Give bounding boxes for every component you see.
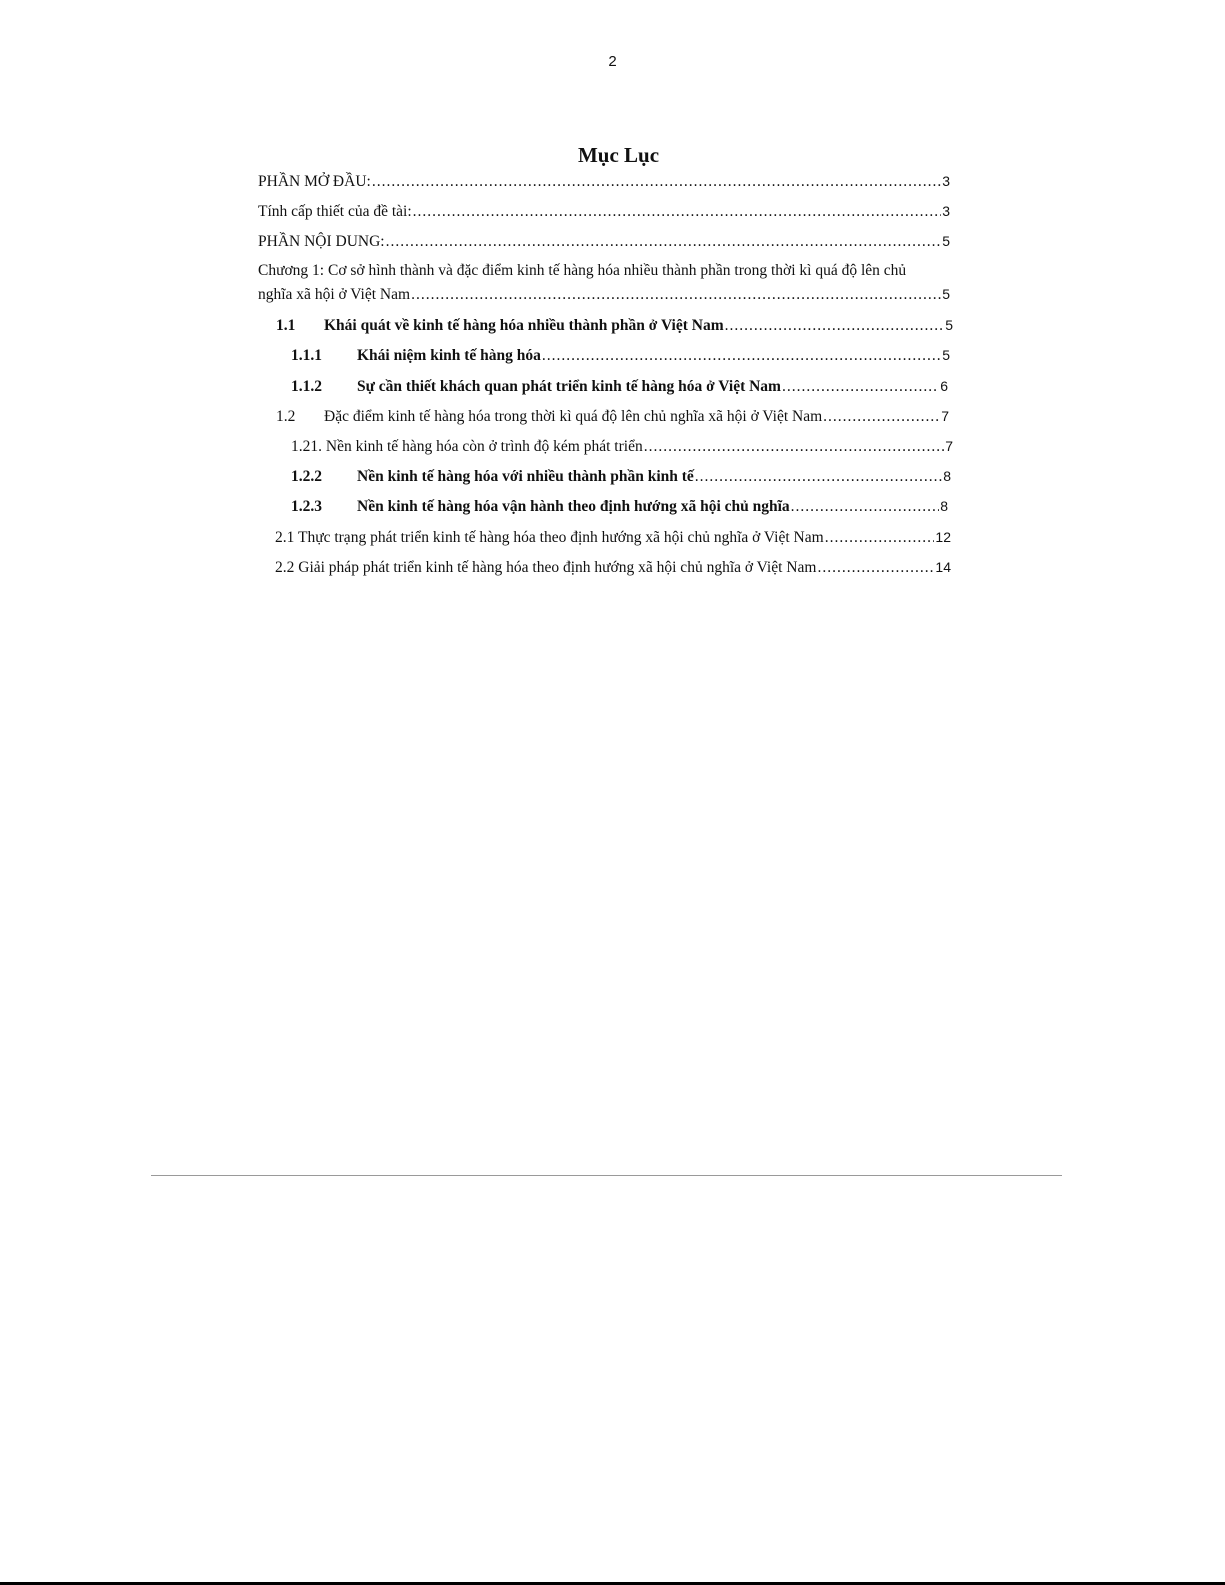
toc-entry-page: 8 <box>943 468 951 484</box>
toc-entry-page: 14 <box>935 559 951 575</box>
toc-entry-page: 5 <box>945 317 953 333</box>
dot-leader <box>695 467 942 487</box>
dot-leader <box>825 528 935 548</box>
toc-entry-text: Nền kinh tế hàng hóa với nhiều thành phần kinh tế <box>357 468 694 485</box>
toc-entry-1-1-1[interactable] <box>291 345 950 366</box>
page-separator-line <box>151 1175 1062 1176</box>
toc-entry-text: Khái quát về kinh tế hàng hóa nhiều thành phần ở Việt Nam <box>324 317 724 334</box>
toc-entry-page: 5 <box>942 347 950 363</box>
toc-entry-2-1[interactable] <box>275 527 951 548</box>
toc-entry-phan-noi-dung[interactable] <box>258 231 950 252</box>
dot-leader <box>411 285 941 305</box>
page-number: 2 <box>608 53 617 70</box>
toc-entry-number: 1.1.1 <box>291 347 322 364</box>
toc-entry-text: Nền kinh tế hàng hóa vận hành theo định hướng xã hội chủ nghĩa <box>357 498 790 515</box>
toc-entry-page: 5 <box>942 286 950 302</box>
dot-leader <box>791 497 940 517</box>
dot-leader <box>542 346 941 366</box>
toc-entry-page: 8 <box>940 498 948 514</box>
toc-entry-text: 1.21. Nền kinh tế hàng hóa còn ở trình độ kém phát triển <box>291 438 643 455</box>
toc-entry-1-2[interactable] <box>276 406 949 427</box>
toc-entry-tinh-cap-thiet[interactable] <box>258 201 950 222</box>
dot-leader <box>782 377 939 397</box>
toc-entry-text: Tính cấp thiết của đề tài: <box>258 203 412 220</box>
toc-entry-text: Đặc điểm kinh tế hàng hóa trong thời kì quá độ lên chủ nghĩa xã hội ở Việt Nam <box>324 408 823 425</box>
toc-entry-1-1[interactable] <box>276 315 953 336</box>
toc-entry-text: PHẦN MỞ ĐẦU: <box>258 173 371 190</box>
toc-title <box>0 143 1225 168</box>
toc-entry-number: 1.2.2 <box>291 468 322 485</box>
toc-entry-page: 7 <box>941 408 949 424</box>
toc-entry-page: 3 <box>942 203 950 219</box>
dot-leader <box>817 558 934 578</box>
toc-entry-text: Sự cần thiết khách quan phát triển kinh tế hàng hóa ở Việt Nam <box>357 378 781 395</box>
toc-entry-text: 2.1 Thực trạng phát triển kinh tế hàng hóa theo định hướng xã hội chủ nghĩa ở Việt Nam <box>275 529 824 546</box>
toc-title-text: Mục Lục <box>577 143 660 167</box>
toc-entry-text: 2.2 Giải pháp phát triển kinh tế hàng hóa theo định hướng xã hội chủ nghĩa ở Việt Nam <box>275 559 817 576</box>
toc-entry-number: 1.2 <box>276 408 296 425</box>
toc-entry-number: 1.2.3 <box>291 498 322 515</box>
toc-entry-2-2[interactable] <box>275 557 951 578</box>
toc-entry-page: 5 <box>942 233 950 249</box>
toc-entry-1-2-3[interactable] <box>291 496 948 517</box>
dot-leader <box>386 232 942 252</box>
toc-entry-1-2-2[interactable] <box>291 466 951 487</box>
toc-entry-chuong-1[interactable] <box>258 261 950 305</box>
toc-entry-number: 1.1.2 <box>291 378 322 395</box>
toc-entry-page: 6 <box>940 378 948 394</box>
toc-entry-line2 <box>258 284 950 305</box>
toc-entry-text: Khái niệm kinh tế hàng hóa <box>357 347 541 364</box>
toc-entry-page: 7 <box>945 438 953 454</box>
toc-entry-text-line2: nghĩa xã hội ở Việt Nam <box>258 286 411 303</box>
dot-leader <box>823 407 940 427</box>
toc-entry-page: 3 <box>942 173 950 189</box>
toc-entry-1-1-2[interactable] <box>291 376 948 397</box>
dot-leader <box>725 316 945 336</box>
toc-entry-text: PHẦN NỘI DUNG: <box>258 233 385 250</box>
toc-entry-text-line1: Chương 1: Cơ sở hình thành và đặc điểm kinh tế hàng hóa nhiều thành phần trong thời kì quá độ lên chủ <box>258 262 907 279</box>
dot-leader <box>372 172 941 192</box>
toc-entry-number: 1.1 <box>276 317 296 334</box>
toc-entry-page: 12 <box>935 529 951 545</box>
dot-leader <box>413 202 942 222</box>
toc-entry-phan-mo-dau[interactable] <box>258 171 950 192</box>
dot-leader <box>644 437 945 457</box>
toc-entry-1-2-1[interactable] <box>291 436 953 457</box>
